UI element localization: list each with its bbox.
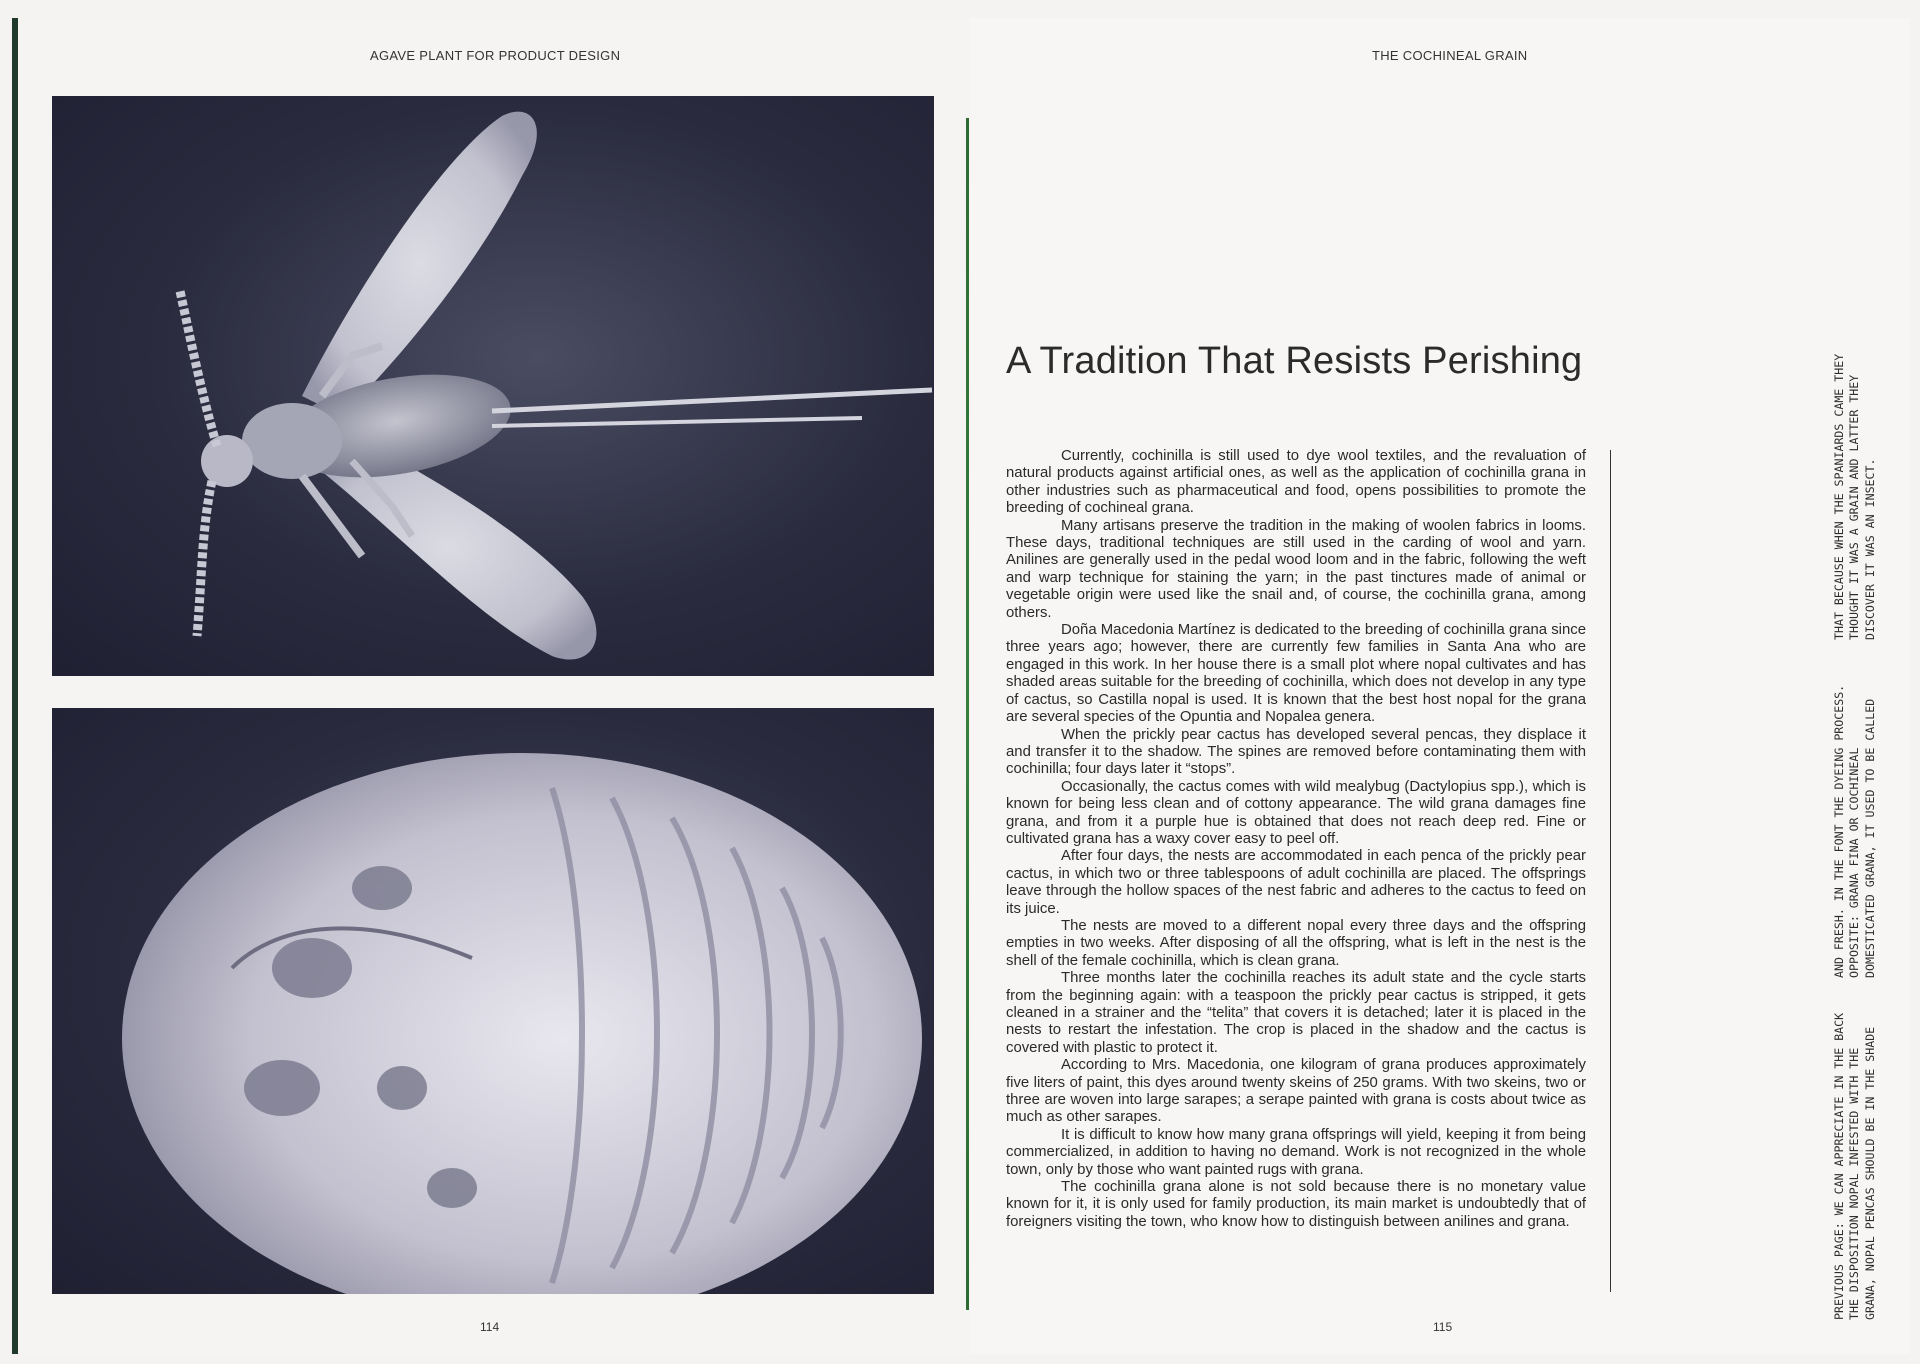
body-paragraph: Doña Macedonia Martínez is dedicated to the breeding of cochinilla grana since three years ago; however, there are currently few families in Santa Ana who are engaged in this work. In her house there is a small plot where nopal cultivates and has shaded areas suitable for the breeding of cochinilla, which does not develop in any type of cactus, so Castilla nopal is used. It is known that the best host nopal for the grana are several species of the Opuntia and Nopalea genera. bbox=[1006, 622, 1586, 726]
article-body bbox=[1006, 448, 1586, 1231]
caption-block-1 bbox=[1832, 1013, 1878, 1320]
winged-insect-photo bbox=[52, 96, 934, 676]
body-paragraph: Many artisans preserve the tradition in the making of woolen fabrics in looms. These days, traditional techniques are still used in the carding of wool and yarn. Anilines are generally used in the pedal wood loom and in the fabric, following the weft and warp technique for staining the yarn; in the past tinctures made of animal or vegetable origin were used like the snail and, of course, the cochinilla grana, among others. bbox=[1006, 517, 1586, 621]
winged-insect-illustration bbox=[52, 96, 934, 676]
body-paragraph: The nests are moved to a different nopal every three days and the offspring empties in two weeks. After disposing of all the offspring, what is left in the nest is the shell of the female cochinilla, which is clean grana. bbox=[1006, 917, 1586, 969]
caption-line: GRANA, NOPAL PENCAS SHOULD BE IN THE SHADE bbox=[1862, 1026, 1877, 1320]
body-paragraph: According to Mrs. Macedonia, one kilogram of grana produces approximately five liters of paint, this dyes around twenty skeins of 250 grams. With two skeins, two or three are woven into large sarapes; a serape painted with grana is costs about twice as much as other sarapes. bbox=[1006, 1057, 1586, 1126]
body-paragraph: Occasionally, the cactus comes with wild mealybug (Dactylopius spp.), which is known for being less clean and of cottony appearance. The wild grana damages fine grana, and from it a purple hue is obtained that does not reach deep red. Fine or cultivated grana has a waxy cover easy to peel off. bbox=[1006, 778, 1586, 847]
caption-line: THOUGHT IT WAS A GRAIN AND LATTER THEY bbox=[1847, 374, 1862, 640]
caption-line: THAT BECAUSE WHEN THE SPANIARDS CAME THEY bbox=[1832, 353, 1846, 640]
article-title: A Tradition That Resists Perishing bbox=[1006, 340, 1583, 382]
body-paragraph: It is difficult to know how many grana offsprings will yield, keeping it from being commercialized, in addition to having no demand. Work is not recognized in the whole town, only by those who want painted rugs with grana. bbox=[1006, 1126, 1586, 1178]
caption-block-3 bbox=[1832, 354, 1878, 640]
cochineal-photo bbox=[52, 708, 934, 1294]
right-page-number: 115 bbox=[1433, 1320, 1453, 1334]
caption-line: AND FRESH. IN THE FONT THE DYEING PROCESS. bbox=[1832, 684, 1846, 978]
caption-line: PREVIOUS PAGE: WE CAN APPRECIATE IN THE BACK bbox=[1832, 1012, 1846, 1320]
left-page-number: 114 bbox=[480, 1320, 500, 1334]
caption-block-2 bbox=[1832, 685, 1878, 978]
column-rule bbox=[1610, 450, 1611, 1292]
body-paragraph: After four days, the nests are accommodated in each penca of the prickly pear cactus, in which two or three tablespoons of adult cochinilla are placed. The offsprings leave through the hollow spaces of the nest fabric and adheres to the cactus to feed on its juice. bbox=[1006, 848, 1586, 917]
caption-line: DOMESTICATED GRANA, IT USED TO BE CALLED bbox=[1862, 698, 1877, 978]
caption-line: THE DISPOSITION NOPAL INFESTED WITH THE bbox=[1847, 1047, 1862, 1320]
left-running-head: AGAVE PLANT FOR PRODUCT DESIGN bbox=[370, 48, 621, 63]
gutter-green-binding bbox=[966, 118, 969, 1310]
right-running-head: THE COCHINEAL GRAIN bbox=[1372, 48, 1528, 63]
body-paragraph: The cochinilla grana alone is not sold because there is no monetary value known for it, it is only used for family production, its main market is undoubtedly that of foreigners visiting the town, who know how to distinguish between anilines and grana. bbox=[1006, 1179, 1586, 1230]
body-paragraph: When the prickly pear cactus has developed several pencas, they displace it and transfer it to the shadow. The spines are removed before contaminating them with cochinilla; four days later it “stops”. bbox=[1006, 726, 1586, 778]
body-paragraph: Currently, cochinilla is still used to dye wool textiles, and the revaluation of natural products against artificial ones, as well as the application of cochinilla grana in other industries such as pharmaceutical and food, opens possibilities to promote the breeding of cochineal grana. bbox=[1006, 448, 1586, 517]
cochineal-illustration bbox=[52, 708, 934, 1294]
caption-line: OPPOSITE: GRANA FINA OR COCHINEAL bbox=[1847, 747, 1862, 978]
caption-line: DISCOVER IT WAS AN INSECT. bbox=[1862, 458, 1877, 640]
body-paragraph: Three months later the cochinilla reaches its adult state and the cycle starts from the beginning again: with a teaspoon the prickly pear cactus is stripped, it gets cleaned in a strainer and the “telita” that covers it is detached; later it is placed in the nests to restart the infestation. The crop is placed in the shadow and the cactus is covered with plastic to protect it. bbox=[1006, 970, 1586, 1056]
